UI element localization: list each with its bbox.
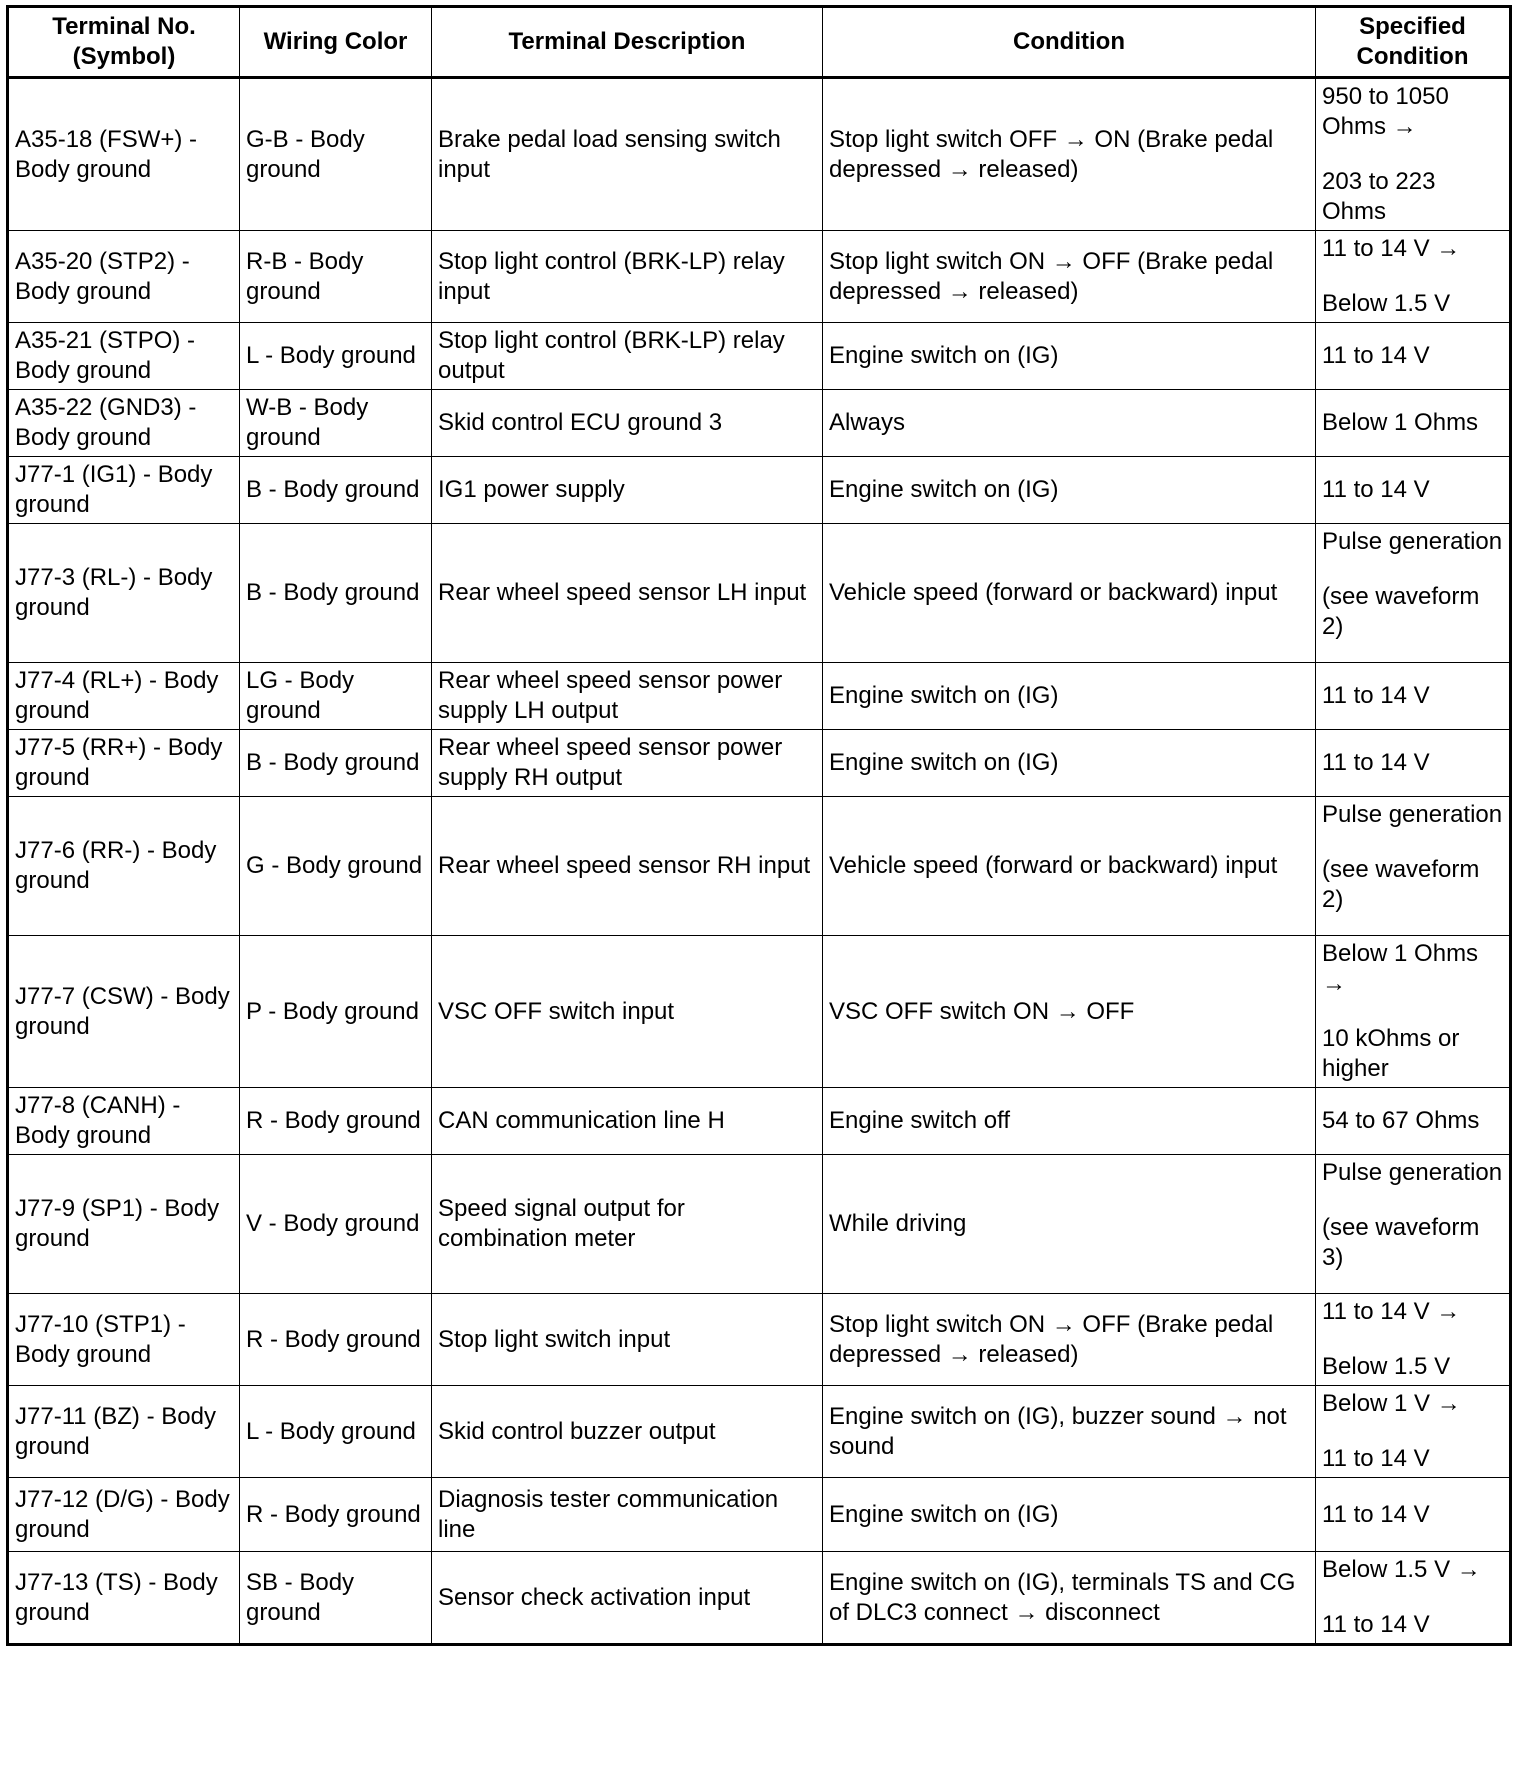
table-body [8, 78, 1511, 1645]
condition-cell: Engine switch off [823, 1088, 1316, 1155]
description-cell: Stop light control (BRK-LP) relay input [432, 231, 823, 323]
table-row [8, 797, 1511, 936]
condition-cell: VSC OFF switch ON → OFF [823, 936, 1316, 1088]
description-cell: CAN communication line H [432, 1088, 823, 1155]
specified-value: 11 to 14 V [1322, 476, 1430, 503]
specified-condition-cell [1316, 1552, 1511, 1645]
spec-gap [1322, 1327, 1504, 1352]
specified-value: Below 1.5 V [1322, 290, 1451, 317]
condition-cell: Engine switch on (IG), buzzer sound → not sound [823, 1386, 1316, 1478]
spec-gap [1322, 830, 1504, 855]
terminal-cell: J77-4 (RL+) - Body ground [8, 663, 240, 730]
description-cell: Skid control ECU ground 3 [432, 390, 823, 457]
description-cell: Sensor check activation input [432, 1552, 823, 1645]
header-terminal [8, 7, 240, 78]
wiring-color-cell: B - Body ground [240, 457, 432, 524]
terminal-cell: J77-1 (IG1) - Body ground [8, 457, 240, 524]
specified-value: Below 1.5 V → [1322, 1556, 1481, 1583]
specified-condition-cell [1316, 1155, 1511, 1294]
specified-condition-cell [1316, 390, 1511, 457]
specified-value: Below 1 Ohms [1322, 409, 1479, 436]
specified-value: Pulse generation [1322, 1159, 1503, 1186]
condition-cell: Engine switch on (IG), terminals TS and CG of DLC3 connect → disconnect [823, 1552, 1316, 1645]
condition-cell: Engine switch on (IG) [823, 1478, 1316, 1552]
specified-value: Below 1.5 V [1322, 1353, 1451, 1380]
specified-value: 11 to 14 V → [1322, 1298, 1461, 1325]
specified-condition-cell [1316, 936, 1511, 1088]
header-terminal-description: Terminal Description [432, 7, 823, 78]
specified-value: (see waveform 3) [1322, 1214, 1480, 1271]
wiring-color-cell: G-B - Body ground [240, 78, 432, 231]
table-row [8, 936, 1511, 1088]
terminal-cell: A35-22 (GND3) - Body ground [8, 390, 240, 457]
table-row [8, 1088, 1511, 1155]
condition-cell: Stop light switch ON → OFF (Brake pedal depressed → released) [823, 1294, 1316, 1386]
header-specified-condition [1316, 7, 1511, 78]
description-cell: Rear wheel speed sensor power supply RH output [432, 730, 823, 797]
condition-cell: Engine switch on (IG) [823, 323, 1316, 390]
specified-value: 54 to 67 Ohms [1322, 1107, 1480, 1134]
table-row [8, 663, 1511, 730]
terminal-cell: J77-3 (RL-) - Body ground [8, 524, 240, 663]
specified-value: Below 1 V → [1322, 1390, 1461, 1417]
spec-gap [1322, 1585, 1504, 1610]
specified-value: (see waveform 2) [1322, 583, 1480, 640]
table-row [8, 524, 1511, 663]
condition-cell: Vehicle speed (forward or backward) input [823, 797, 1316, 936]
header-specified-line: Condition [1356, 43, 1469, 70]
spec-gap [1322, 264, 1504, 289]
wiring-color-cell: V - Body ground [240, 1155, 432, 1294]
terminal-table [6, 5, 1512, 1646]
description-cell: VSC OFF switch input [432, 936, 823, 1088]
specified-value: 11 to 14 V [1322, 682, 1430, 709]
table-row [8, 390, 1511, 457]
specified-condition-cell [1316, 457, 1511, 524]
wiring-color-cell: LG - Body ground [240, 663, 432, 730]
header-terminal-line: Terminal No. [52, 13, 196, 40]
description-cell: Speed signal output for combination meter [432, 1155, 823, 1294]
header-row [8, 7, 1511, 78]
specified-condition-cell [1316, 1088, 1511, 1155]
header-condition: Condition [823, 7, 1316, 78]
specified-value: Below 1 Ohms → [1322, 940, 1479, 997]
specified-condition-cell [1316, 797, 1511, 936]
table-row [8, 730, 1511, 797]
wiring-color-cell: R-B - Body ground [240, 231, 432, 323]
spec-gap [1322, 999, 1504, 1024]
terminal-cell: A35-18 (FSW+) - Body ground [8, 78, 240, 231]
spec-gap [1322, 557, 1504, 582]
description-cell: Diagnosis tester communication line [432, 1478, 823, 1552]
table-row [8, 457, 1511, 524]
specified-condition-cell [1316, 663, 1511, 730]
table-row [8, 1386, 1511, 1478]
description-cell: Stop light switch input [432, 1294, 823, 1386]
description-cell: Rear wheel speed sensor RH input [432, 797, 823, 936]
specified-condition-cell [1316, 1294, 1511, 1386]
specified-value: Pulse generation [1322, 801, 1503, 828]
specified-condition-cell [1316, 1386, 1511, 1478]
description-cell: Rear wheel speed sensor LH input [432, 524, 823, 663]
specified-condition-cell [1316, 323, 1511, 390]
condition-cell: Stop light switch ON → OFF (Brake pedal depressed → released) [823, 231, 1316, 323]
terminal-cell: J77-6 (RR-) - Body ground [8, 797, 240, 936]
terminal-cell: J77-9 (SP1) - Body ground [8, 1155, 240, 1294]
description-cell: Stop light control (BRK-LP) relay output [432, 323, 823, 390]
specified-value: Pulse generation [1322, 528, 1503, 555]
terminal-cell: J77-8 (CANH) - Body ground [8, 1088, 240, 1155]
spec-gap [1322, 1419, 1504, 1444]
wiring-color-cell: W-B - Body ground [240, 390, 432, 457]
description-cell: Rear wheel speed sensor power supply LH output [432, 663, 823, 730]
header-specified-line: Specified [1359, 13, 1466, 40]
terminal-cell: J77-12 (D/G) - Body ground [8, 1478, 240, 1552]
specified-condition-cell [1316, 1478, 1511, 1552]
description-cell: IG1 power supply [432, 457, 823, 524]
wiring-color-cell: R - Body ground [240, 1294, 432, 1386]
specified-condition-cell [1316, 231, 1511, 323]
specified-value: 11 to 14 V [1322, 1500, 1430, 1528]
table-row [8, 1294, 1511, 1386]
table-row [8, 1478, 1511, 1552]
condition-cell: Always [823, 390, 1316, 457]
header-terminal-line: (Symbol) [72, 43, 176, 70]
table-row [8, 1155, 1511, 1294]
specified-value: 10 kOhms or higher [1322, 1025, 1460, 1082]
description-cell: Brake pedal load sensing switch input [432, 78, 823, 231]
specified-condition-cell [1316, 78, 1511, 231]
specified-value: (see waveform 2) [1322, 856, 1480, 913]
terminal-cell: J77-10 (STP1) - Body ground [8, 1294, 240, 1386]
terminal-cell: J77-7 (CSW) - Body ground [8, 936, 240, 1088]
condition-cell: Engine switch on (IG) [823, 663, 1316, 730]
condition-cell: Vehicle speed (forward or backward) input [823, 524, 1316, 663]
terminal-cell: J77-11 (BZ) - Body ground [8, 1386, 240, 1478]
wiring-color-cell: P - Body ground [240, 936, 432, 1088]
wiring-color-cell: B - Body ground [240, 524, 432, 663]
condition-cell: Engine switch on (IG) [823, 730, 1316, 797]
specified-condition-cell [1316, 730, 1511, 797]
specified-value: 11 to 14 V [1322, 1611, 1430, 1638]
spec-gap [1322, 1188, 1504, 1213]
condition-cell: While driving [823, 1155, 1316, 1294]
specified-value: 950 to 1050 Ohms → [1322, 83, 1449, 140]
wiring-color-cell: SB - Body ground [240, 1552, 432, 1645]
terminal-cell: J77-5 (RR+) - Body ground [8, 730, 240, 797]
spec-gap [1322, 142, 1504, 167]
wiring-color-cell: L - Body ground [240, 1386, 432, 1478]
specified-value: 203 to 223 Ohms [1322, 168, 1436, 225]
terminal-cell: A35-21 (STPO) - Body ground [8, 323, 240, 390]
wiring-color-cell: G - Body ground [240, 797, 432, 936]
condition-cell: Engine switch on (IG) [823, 457, 1316, 524]
terminal-cell: A35-20 (STP2) - Body ground [8, 231, 240, 323]
specified-value: 11 to 14 V → [1322, 235, 1461, 262]
wiring-color-cell: R - Body ground [240, 1088, 432, 1155]
wiring-color-cell: R - Body ground [240, 1478, 432, 1552]
specified-value: 11 to 14 V [1322, 749, 1430, 776]
wiring-color-cell: L - Body ground [240, 323, 432, 390]
table-row [8, 78, 1511, 231]
terminal-inspection-sheet [6, 5, 1509, 1646]
description-cell: Skid control buzzer output [432, 1386, 823, 1478]
specified-condition-cell [1316, 524, 1511, 663]
wiring-color-cell: B - Body ground [240, 730, 432, 797]
specified-value: 11 to 14 V [1322, 1445, 1430, 1472]
table-row [8, 231, 1511, 323]
condition-cell: Stop light switch OFF → ON (Brake pedal depressed → released) [823, 78, 1316, 231]
table-row [8, 1552, 1511, 1645]
terminal-cell: J77-13 (TS) - Body ground [8, 1552, 240, 1645]
table-row [8, 323, 1511, 390]
header-wiring-color: Wiring Color [240, 7, 432, 78]
specified-value: 11 to 14 V [1322, 342, 1430, 369]
